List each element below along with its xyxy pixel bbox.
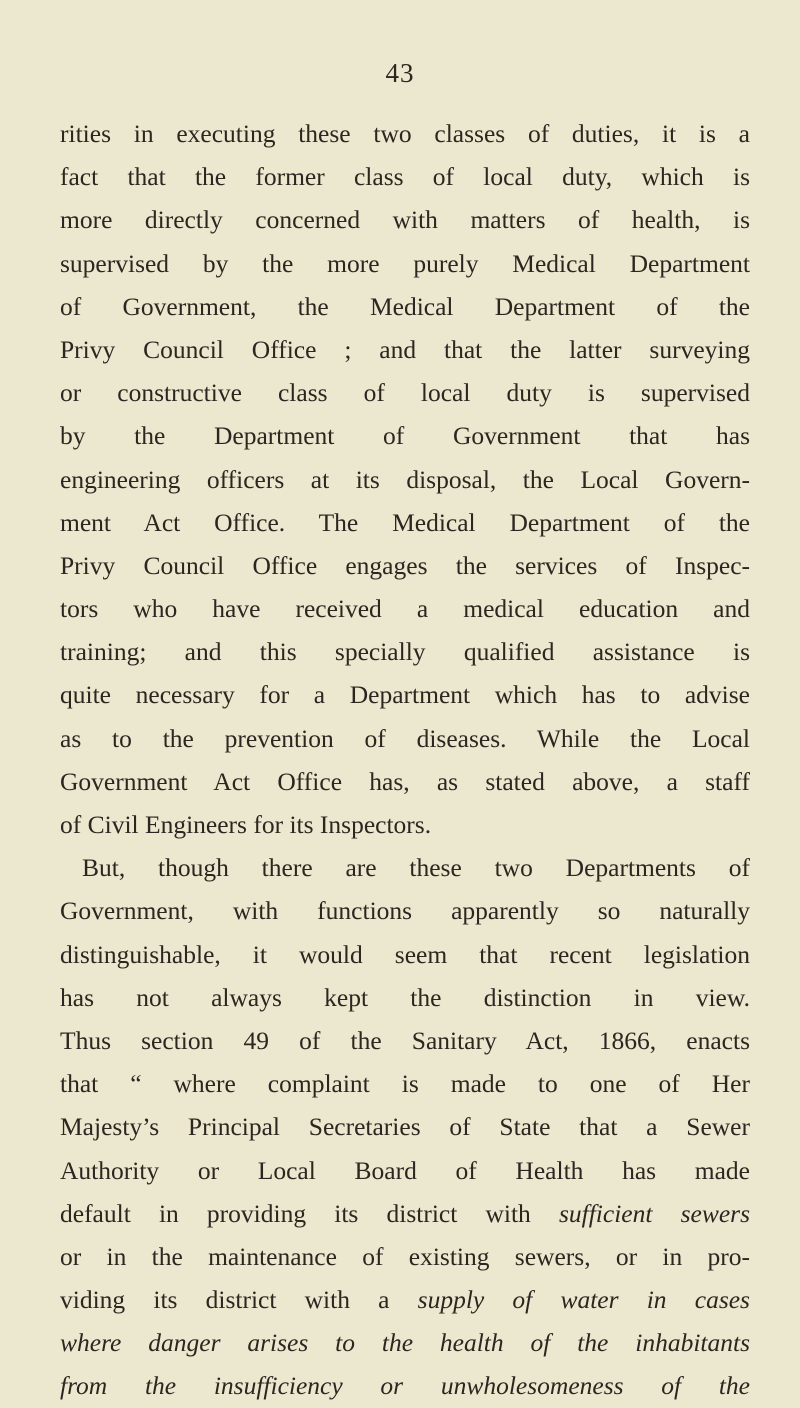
text-segment: Majesty’s Principal Secretaries of State that a Sewer <box>60 1112 750 1142</box>
text-segment: training; and this specially qualified assistance is <box>60 637 750 667</box>
text-segment: Privy Council Office ; and that the latter surveying <box>60 334 750 364</box>
text-line <box>60 1364 750 1407</box>
text-segment: supervised by the more purely Medical Department <box>60 248 750 278</box>
text-segment: of Government, the Medical Department of the <box>60 291 750 321</box>
text-segment: distinguishable, it would seem that recent legislation <box>60 939 750 969</box>
text-line <box>60 1235 750 1278</box>
text-line <box>60 1278 750 1321</box>
text-line <box>60 1105 750 1148</box>
text-line <box>60 846 750 889</box>
text-segment: by the Department of Government that has <box>60 421 750 451</box>
text-line <box>60 1192 750 1235</box>
text-segment: Privy Council Office engages the services of Inspec- <box>60 550 750 580</box>
text-segment: as to the prevention of diseases. While the Local <box>60 723 750 753</box>
italic-text: where danger arises to the health of the inhabitants <box>60 1328 750 1358</box>
text-segment: fact that the former class of local duty, which is <box>60 162 750 192</box>
text-line <box>60 673 750 716</box>
body-text <box>60 112 750 1408</box>
text-segment: has not always kept the distinction in view. <box>60 982 750 1012</box>
text-line <box>60 889 750 932</box>
text-line <box>60 371 750 414</box>
text-line <box>60 112 750 155</box>
text-segment: rities in executing these two classes of duties, it is a <box>60 119 750 148</box>
text-segment: Thus section 49 of the Sanitary Act, 1866, enacts <box>60 1025 750 1055</box>
text-line <box>60 933 750 976</box>
text-line <box>60 1321 750 1364</box>
text-segment: of Civil Engineers for its Inspectors. <box>60 810 432 839</box>
text-segment: or in the maintenance of existing sewers, or in pro- <box>60 1241 750 1271</box>
text-segment: that “ where complaint is made to one of Her <box>60 1069 750 1099</box>
text-line <box>60 501 750 544</box>
page-number: 43 <box>385 58 415 88</box>
text-segment: Government Act Office has, as stated above, a staff <box>60 766 750 796</box>
text-line <box>60 155 750 198</box>
text-line <box>60 544 750 587</box>
text-segment: more directly concerned with matters of health, is <box>60 205 750 235</box>
italic-text: supply of water in cases <box>417 1285 750 1315</box>
text-line <box>60 1149 750 1192</box>
text-line <box>60 328 750 371</box>
text-line <box>60 976 750 1019</box>
text-line <box>60 458 750 501</box>
text-line <box>60 1019 750 1062</box>
text-line <box>60 587 750 630</box>
text-line <box>60 285 750 328</box>
italic-text: from the insufficiency or unwholesomeness of the <box>60 1371 750 1401</box>
text-line <box>60 414 750 457</box>
text-segment: engineering officers at its disposal, the Local Govern- <box>60 464 750 494</box>
text-line <box>60 717 750 760</box>
text-segment: viding its district with a <box>60 1285 418 1315</box>
text-line <box>60 760 750 803</box>
text-segment: default in providing its district with <box>60 1198 559 1228</box>
text-segment: tors who have received a medical education and <box>60 594 750 624</box>
text-segment: quite necessary for a Department which has to advise <box>60 680 750 710</box>
text-line <box>60 1062 750 1105</box>
text-line <box>60 198 750 241</box>
text-segment: or constructive class of local duty is supervised <box>60 378 750 408</box>
text-segment: But, though there are these two Departments of <box>82 853 750 883</box>
text-line <box>60 630 750 673</box>
text-line <box>60 803 750 846</box>
text-line <box>60 242 750 285</box>
text-segment: ment Act Office. The Medical Department of the <box>60 507 750 537</box>
text-segment: Government, with functions apparently so naturally <box>60 896 750 926</box>
italic-text: sufficient sewers <box>558 1198 751 1228</box>
text-segment: Authority or Local Board of Health has made <box>60 1155 750 1185</box>
